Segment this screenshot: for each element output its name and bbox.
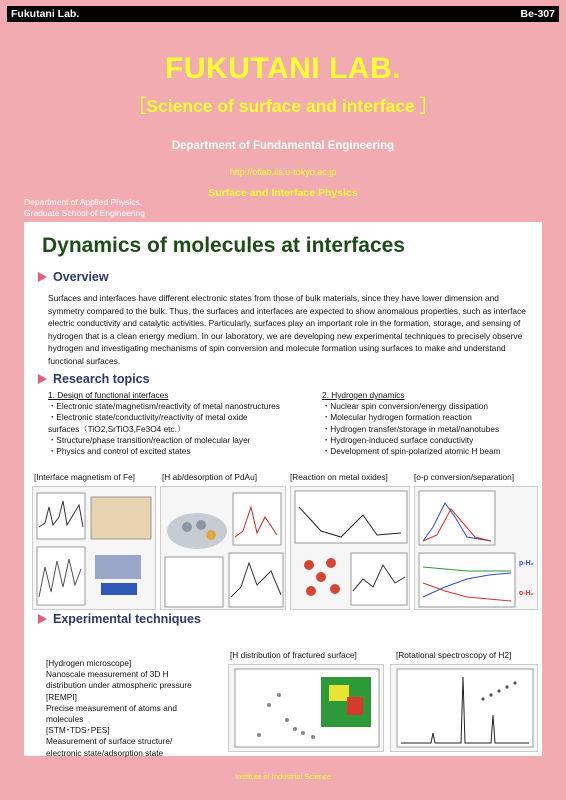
list-item: Nanoscale measurement of 3D H — [46, 669, 169, 680]
figure-op-conversion — [414, 486, 538, 610]
footer: Institute of Industrial Science — [235, 772, 331, 781]
figure-fracture — [228, 664, 384, 752]
list-item: ・Molecular hydrogen formation reaction — [322, 412, 472, 423]
figure-label-pdau: [H ab/desorption of PdAu] — [162, 472, 258, 482]
list-item: ・Hydrogen transfer/storage in metal/nanotubes — [322, 423, 500, 434]
list-item: ・Development of spin-polarized atomic H beam — [322, 446, 501, 457]
rotational-graphic — [391, 665, 538, 752]
experimental-list — [46, 658, 192, 759]
figure-rotational — [390, 664, 538, 752]
applied-line-2: Graduate School of Engineering — [24, 208, 145, 218]
triangle-bullet-icon — [38, 374, 47, 384]
room-number: Be-307 — [520, 8, 555, 20]
triangle-bullet-icon — [38, 614, 47, 624]
list-item: distribution under atmospheric pressure — [46, 680, 192, 691]
list-item: [REMPI] — [46, 691, 77, 702]
overview-text: Surfaces and interfaces have different electronic states from those of bulk materials, since they have lower dimension and symmetry compared to the bulk. Thus, the surfaces and interfaces are expected to show anomalous properties, such as interface electric conductivity and catalytic activities. Particularly, surfaces play an important role in the formation, storage, and sensing of hydrogen that is a clean energy medium. In our laboratory, we are developing new experimental techniques to precisely observe hydrogen and investigating mechanisms of spin conversion and molecule formation using surfaces to make and understand functional surfaces. — [48, 293, 526, 366]
lab-name: Fukutani Lab. — [11, 8, 80, 20]
research-col-1 — [48, 390, 318, 457]
figure-pdau — [160, 486, 286, 610]
content-panel — [24, 222, 542, 756]
triangle-bullet-icon — [38, 272, 47, 282]
overview-heading — [38, 270, 109, 284]
figure-label-rotational: [Rotational spectroscopy of H2] — [396, 650, 512, 660]
list-item: [STM･TDS･PES] — [46, 725, 110, 736]
list-item: electronic state/adsorption state — [46, 747, 164, 758]
fe-magnetism-graphic — [33, 487, 156, 610]
poster-title: FUKUTANI LAB. — [165, 52, 401, 85]
department: Department of Fundamental Engineering — [171, 140, 395, 152]
col1-title: 1. Design of functional interfaces — [48, 390, 169, 400]
overview-heading-label: Overview — [53, 270, 109, 284]
list-item: ・Structure/phase transition/reaction of molecular layer — [48, 434, 251, 445]
research-heading-label: Research topics — [53, 372, 150, 386]
svg-text:o-H₂: o-H₂ — [519, 590, 534, 597]
list-item: ・Hydrogen-induced surface conductivity — [322, 434, 474, 445]
oxides-graphic — [291, 487, 410, 610]
figure-fe-magnetism — [32, 486, 156, 610]
list-item: Precise measurement of atoms and — [46, 702, 177, 713]
fracture-graphic — [229, 665, 384, 752]
experimental-heading — [38, 612, 201, 626]
experimental-heading-label: Experimental techniques — [53, 612, 201, 626]
list-item: molecules — [46, 714, 84, 725]
list-item: [Hydrogen microscope] — [46, 658, 132, 668]
list-item: ・Nuclear spin conversion/energy dissipation — [322, 401, 489, 412]
lab-url[interactable]: http://oflab.iis.u-tokyo.ac.jp — [229, 167, 337, 177]
list-item: ・Electronic state/magnetism/reactivity of metal nanostructures — [48, 401, 280, 412]
figure-label-op: [o-p conversion/separation] — [414, 472, 515, 482]
list-item: ・Electronic state/conductivity/reactivity of metal oxide — [48, 412, 248, 423]
figure-label-fe: [Interface magnetism of Fe] — [34, 472, 135, 482]
col2-title: 2. Hydrogen dynamics — [322, 390, 405, 400]
main-title: Dynamics of molecules at interfaces — [42, 234, 405, 257]
top-bar — [7, 6, 559, 22]
applied-physics — [24, 197, 145, 219]
figure-label-fracture: [H distribution of fractured surface] — [230, 650, 357, 660]
division: Surface and Interface Physics — [208, 187, 358, 199]
applied-line-1: Department of Applied Physics, — [24, 197, 143, 207]
research-heading — [38, 372, 150, 386]
list-item: Measurement of surface structure/ — [46, 736, 173, 747]
op-conversion-graphic — [415, 487, 538, 610]
poster-subtitle: ［Science of surface and interface ］ — [128, 96, 438, 116]
svg-text:p-H₂: p-H₂ — [519, 560, 534, 567]
pdau-graphic — [161, 487, 286, 610]
list-item: surfaces（TiO2,SrTiO3,Fe3O4 etc.） — [48, 423, 186, 434]
research-col-2 — [322, 390, 537, 457]
figure-label-oxides: [Reaction on metal oxides] — [290, 472, 388, 482]
list-item: ・Physics and control of excited states — [48, 446, 191, 457]
figure-oxides — [290, 486, 410, 610]
